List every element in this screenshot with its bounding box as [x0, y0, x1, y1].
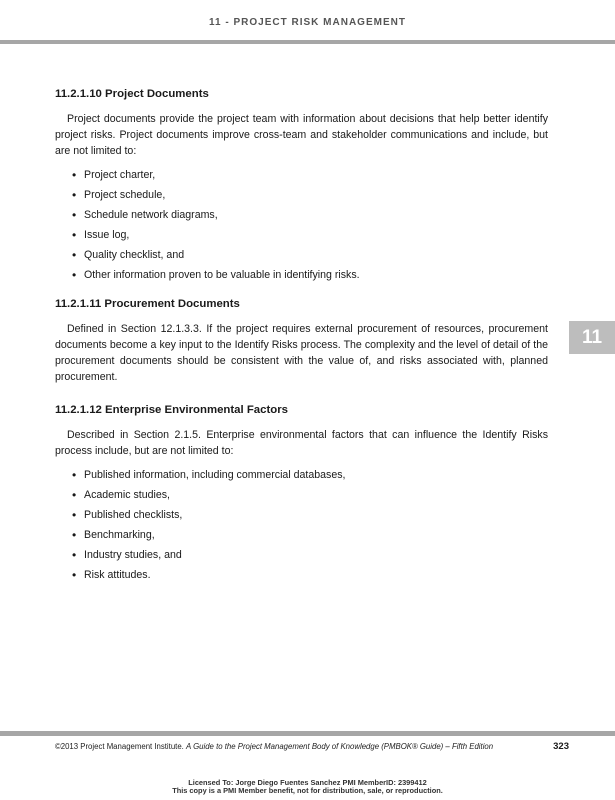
list-item: • Issue log, — [72, 228, 130, 242]
list-item: • Published checklists, — [72, 508, 183, 522]
list-item: • Project schedule, — [72, 188, 166, 202]
bullet-list-enterprise-environmental-factors — [55, 467, 548, 583]
bullet-icon: • — [72, 468, 77, 482]
header-rule — [0, 40, 615, 44]
page-content — [55, 86, 548, 587]
paragraph-enterprise-environmental-factors: Described in Section 2.1.5. Enterprise environmental factors that can influence the Identify Risks process include, but are not limited to: — [55, 429, 548, 457]
bullet-icon: • — [72, 488, 77, 502]
running-header: 11 - PROJECT RISK MANAGEMENT — [209, 17, 406, 28]
section-heading-procurement-documents: 11.2.1.11 Procurement Documents — [55, 298, 240, 310]
footer-book-title: A Guide to the Project Management Body of Knowledge (PMBOK® Guide) – Fifth Edition — [186, 742, 494, 751]
bullet-icon: • — [72, 168, 77, 182]
chapter-tab: 11 — [569, 321, 615, 354]
bullet-icon: • — [72, 548, 77, 562]
list-item: • Schedule network diagrams, — [72, 208, 218, 222]
footer-rule — [0, 731, 615, 736]
bullet-icon: • — [72, 208, 77, 222]
section-heading-project-documents: 11.2.1.10 Project Documents — [55, 88, 209, 100]
list-item: • Other information proven to be valuable in identifying risks. — [72, 268, 360, 282]
list-item: • Academic studies, — [72, 488, 170, 502]
page-number: 323 — [553, 741, 569, 752]
list-item: • Industry studies, and — [72, 548, 182, 562]
section-heading-enterprise-environmental-factors: 11.2.1.12 Enterprise Environmental Factors — [55, 404, 288, 416]
license-line-1: Licensed To: Jorge Diego Fuentes Sanchez PMI MemberID: 2399412 — [188, 778, 427, 787]
bullet-icon: • — [72, 188, 77, 202]
bullet-icon: • — [72, 568, 77, 582]
footer-copyright: ©2013 Project Management Institute. — [55, 742, 187, 751]
list-item: • Project charter, — [72, 168, 156, 182]
footer-citation — [55, 742, 569, 751]
bullet-icon: • — [72, 248, 77, 262]
bullet-icon: • — [72, 228, 77, 242]
list-item: • Risk attitudes. — [72, 568, 151, 582]
paragraph-project-documents: Project documents provide the project team with information about decisions that help better identify project risks. Project documents improve cross-team and stakeholder communications and include, but are not limited to: — [55, 113, 548, 157]
list-item: • Quality checklist, and — [72, 248, 185, 262]
list-item: • Benchmarking, — [72, 528, 155, 542]
bullet-icon: • — [72, 268, 77, 282]
bullet-list-project-documents — [55, 167, 548, 283]
bullet-icon: • — [72, 528, 77, 542]
license-notice — [0, 779, 615, 795]
license-line-2: This copy is a PMI Member benefit, not for distribution, sale, or reproduction. — [172, 786, 443, 795]
bullet-icon: • — [72, 508, 77, 522]
paragraph-procurement-documents: Defined in Section 12.1.3.3. If the project requires external procurement of resources, procurement documents become a key input to the Identify Risks process. The complexity and the level of detail of the procurement documents should be consistent with the value of, and risks associated with, planned procurement. — [55, 323, 548, 383]
list-item: • Published information, including commercial databases, — [72, 468, 346, 482]
